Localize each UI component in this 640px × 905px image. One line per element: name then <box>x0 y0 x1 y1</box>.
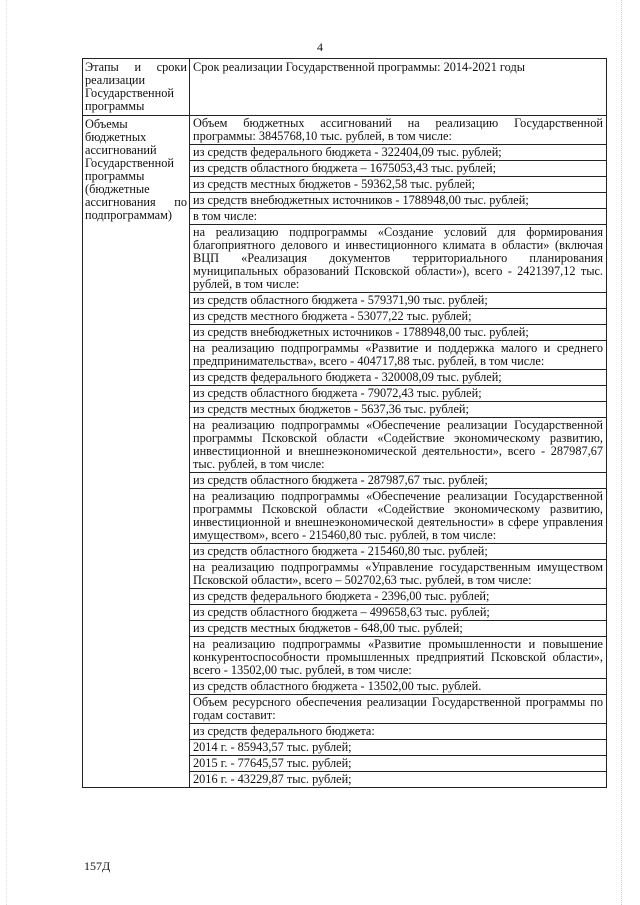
budget-line: в том числе: <box>190 209 606 225</box>
document-code: 157Д <box>84 859 111 873</box>
budget-line: из средств местных бюджетов - 59362,58 тыс. рублей; <box>190 177 606 193</box>
page-number: 4 <box>317 40 323 54</box>
budget-line: на реализацию подпрограммы «Обеспечение реализации Государственной программы Псковской области «Содействие экономическому развитию, инвестиционной и внешнеэкономической деятельности» в сфере управления имуществом», всего - 215460,80 тыс. рублей, в том числе: <box>190 489 606 544</box>
budget-line: на реализацию подпрограммы «Создание условий для формирования благоприятного делового и инвестиционного климата в области» (включая ВЦП «Реализация документов территориального планирования муниципальных образований Псковской области»), всего - 2421397,12 тыс. рублей, в том числе: <box>190 225 606 293</box>
table-row-stages <box>83 59 607 116</box>
budget-line: 2014 г. - 85943,57 тыс. рублей; <box>190 740 606 756</box>
budget-line: Объем ресурсного обеспечения реализации Государственной программы по годам составит: <box>190 695 606 724</box>
stages-label: Этапы и сроки реализации Государственной программы <box>85 60 187 113</box>
stages-value: Срок реализации Государственной программы: 2014-2021 годы <box>193 60 525 74</box>
budget-line: из средств областного бюджета - 287987,67 тыс. рублей; <box>190 473 606 489</box>
budget-line: из средств федерального бюджета: <box>190 724 606 740</box>
cell-budget-lines <box>190 116 607 788</box>
budget-line: из средств местных бюджетов - 648,00 тыс. рублей; <box>190 621 606 637</box>
budget-line: Объем бюджетных ассигнований на реализацию Государственной программы: 3845768,10 тыс. рублей, в том числе: <box>190 116 606 145</box>
budget-label: Объемы бюджетных ассигнований Государственной программы (бюджетные ассигнования по подпрограммам) <box>85 117 187 222</box>
budget-line: на реализацию подпрограммы «Обеспечение реализации Государственной программы Псковской области «Содействие экономическому развитию, инвестиционной и внешнеэкономической деятельности», всего - 287987,67 тыс. рублей, в том числе: <box>190 418 606 473</box>
budget-line: из средств областного бюджета – 1675053,43 тыс. рублей; <box>190 161 606 177</box>
scan-edge-left <box>6 0 7 905</box>
budget-line: из средств федерального бюджета - 322404,09 тыс. рублей; <box>190 145 606 161</box>
budget-line: на реализацию подпрограммы «Развитие промышленности и повышение конкурентоспособности промышленных предприятий Псковской области», всего - 13502,00 тыс. рублей, в том числе: <box>190 637 606 679</box>
cell-budget-label <box>83 116 190 788</box>
budget-line: из средств областного бюджета - 215460,80 тыс. рублей; <box>190 544 606 560</box>
budget-line: 2016 г. - 43229,87 тыс. рублей; <box>193 772 352 786</box>
scan-edge-right <box>621 0 622 905</box>
budget-line: из средств областного бюджета – 499658,63 тыс. рублей; <box>190 605 606 621</box>
table-row-budget <box>83 116 607 788</box>
budget-line: 2015 г. - 77645,57 тыс. рублей; <box>190 756 606 772</box>
budget-line: из средств федерального бюджета - 320008,09 тыс. рублей; <box>190 370 606 386</box>
budget-line: на реализацию подпрограммы «Управление государственным имуществом Псковской области», всего – 502702,63 тыс. рублей, в том числе: <box>190 560 606 589</box>
cell-stages-label <box>83 59 190 116</box>
budget-line: из средств областного бюджета - 579371,90 тыс. рублей; <box>190 293 606 309</box>
cell-stages-value <box>190 59 607 116</box>
budget-line: из средств областного бюджета - 79072,43 тыс. рублей; <box>190 386 606 402</box>
budget-line: из средств местных бюджетов - 5637,36 тыс. рублей; <box>190 402 606 418</box>
budget-line: из средств местного бюджета - 53077,22 тыс. рублей; <box>190 309 606 325</box>
budget-line: из средств внебюджетных источников - 1788948,00 тыс. рублей; <box>190 325 606 341</box>
program-passport-table <box>82 58 607 788</box>
budget-line: из средств внебюджетных источников - 1788948,00 тыс. рублей; <box>190 193 606 209</box>
budget-line: на реализацию подпрограммы «Развитие и поддержка малого и среднего предпринимательства», всего - 404717,88 тыс. рублей, в том числе: <box>190 341 606 370</box>
budget-line: из средств областного бюджета - 13502,00 тыс. рублей. <box>190 679 606 695</box>
budget-line: из средств федерального бюджета - 2396,00 тыс. рублей; <box>190 589 606 605</box>
